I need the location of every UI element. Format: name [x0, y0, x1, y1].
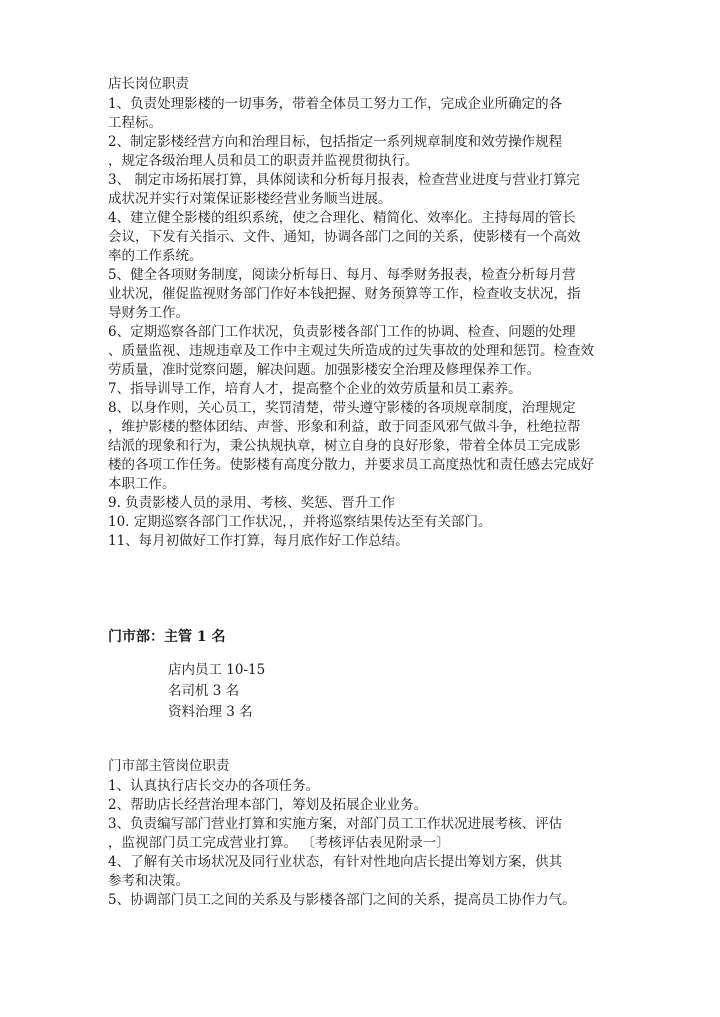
duty-line: 业状况，催促监视财务部门作好本钱把握、财务预算等工作，检查收支状况，指 — [108, 286, 581, 302]
duty-line: 工程标。 — [108, 115, 162, 131]
duty-line: 成状况并实行对策保证影楼经营业务顺当进展。 — [108, 191, 392, 207]
duty-line: 率的工作系统。 — [108, 248, 203, 264]
duty-line: 4、建立健全影楼的组织系统，使之合理化、精简化、效率化。主持每周的管长 — [108, 210, 576, 226]
staff-item: 店内员工 10-15 — [168, 662, 266, 678]
staff-item: 名司机 3 名 — [168, 683, 240, 699]
duty-line: 劳质量，准时觉察问题，解决问题。加强影楼安全治理及修理保养工作。 — [108, 362, 540, 378]
duty-line: 1、认真执行店长交办的各项任务。 — [108, 778, 320, 794]
duty-line: 本职工作。 — [108, 476, 176, 492]
duty-line: 11、每月初做好工作打算，每月底作好工作总结。 — [108, 533, 409, 549]
duty-line: 、质量监视、违规违章及工作中主观过失所造成的过失事故的处理和惩罚。检查效 — [108, 343, 594, 359]
store-manager-duties — [108, 73, 618, 551]
duty-line: 5、健全各项财务制度，阅读分析每日、每月、每季财务报表，检查分析每月营 — [108, 267, 576, 283]
duty-line: 导财务工作。 — [108, 305, 189, 321]
duty-line: 7、指导训导工作，培育人才，提高整个企业的效劳质量和员工素养。 — [108, 381, 522, 397]
duty-line: 2、制定影楼经营方向和治理目标，包括指定一系列规章制度和效劳操作规程 — [108, 134, 563, 150]
section-title: 门市部主管岗位职责 — [108, 758, 230, 774]
duty-line: 结派的现象和行为，秉公执规执章，树立自身的良好形象，带着全体员工完成影 — [108, 438, 581, 454]
staff-list — [168, 660, 265, 723]
duty-line: 2、帮助店长经营治理本部门，筹划及拓展企业业务。 — [108, 797, 428, 813]
duty-line: 6、定期巡察各部门工作状况，负责影楼各部门工作的协调、检查、问题的处理 — [108, 324, 576, 340]
department-heading: 门市部：主管 1 名 — [108, 629, 226, 645]
staff-item: 资料治理 3 名 — [168, 704, 253, 720]
duty-line: ，规定各级治理人员和员工的职责并监视贯彻执行。 — [108, 153, 419, 169]
duty-line: 楼的各项工作任务。使影楼有高度分散力，并要求员工高度热忱和责任感去完成好 — [108, 457, 594, 473]
duty-line: 5、协调部门员工之间的关系及与影楼各部门之间的关系，提高员工协作力气。 — [108, 892, 576, 908]
duty-line: 10. 定期巡察各部门工作状况，，并将巡察结果传达至有关部门。 — [108, 514, 492, 530]
duty-line: 1、负责处理影楼的一切事务，带着全体员工努力工作，完成企业所确定的各 — [108, 96, 563, 112]
duty-line: ，监视部门员工完成营业打算。 〔考核评估表见附录一〕 — [108, 835, 450, 851]
duty-line: 3、负责编写部门营业打算和实施方案，对部门员工工作状况进展考核、评估 — [108, 816, 563, 832]
section-title: 店长岗位职责 — [108, 76, 189, 92]
store-supervisor-duties — [108, 755, 618, 910]
duty-line: 会议，下发有关指示、文件、通知，协调各部门之间的关系，使影楼有一个高效 — [108, 229, 581, 245]
duty-line: 4、了解有关市场状况及同行业状态，有针对性地向店长提出筹划方案，供其 — [108, 854, 563, 870]
duty-line: 9. 负责影楼人员的录用、考核、奖惩、晋升工作 — [108, 495, 396, 511]
duty-line: ，维护影楼的整体团结、声誉、形象和利益，敢于同歪风邪气做斗争，杜绝拉帮 — [108, 419, 581, 435]
duty-line: 8、以身作则，关心员工，奖罚清楚，带头遵守影楼的各项规章制度，治理规定 — [108, 400, 576, 416]
duty-line: 参考和决策。 — [108, 873, 189, 889]
duty-line: 3、 制定市场拓展打算，具体阅读和分析每月报表，检查营业进度与营业打算完 — [108, 172, 580, 188]
